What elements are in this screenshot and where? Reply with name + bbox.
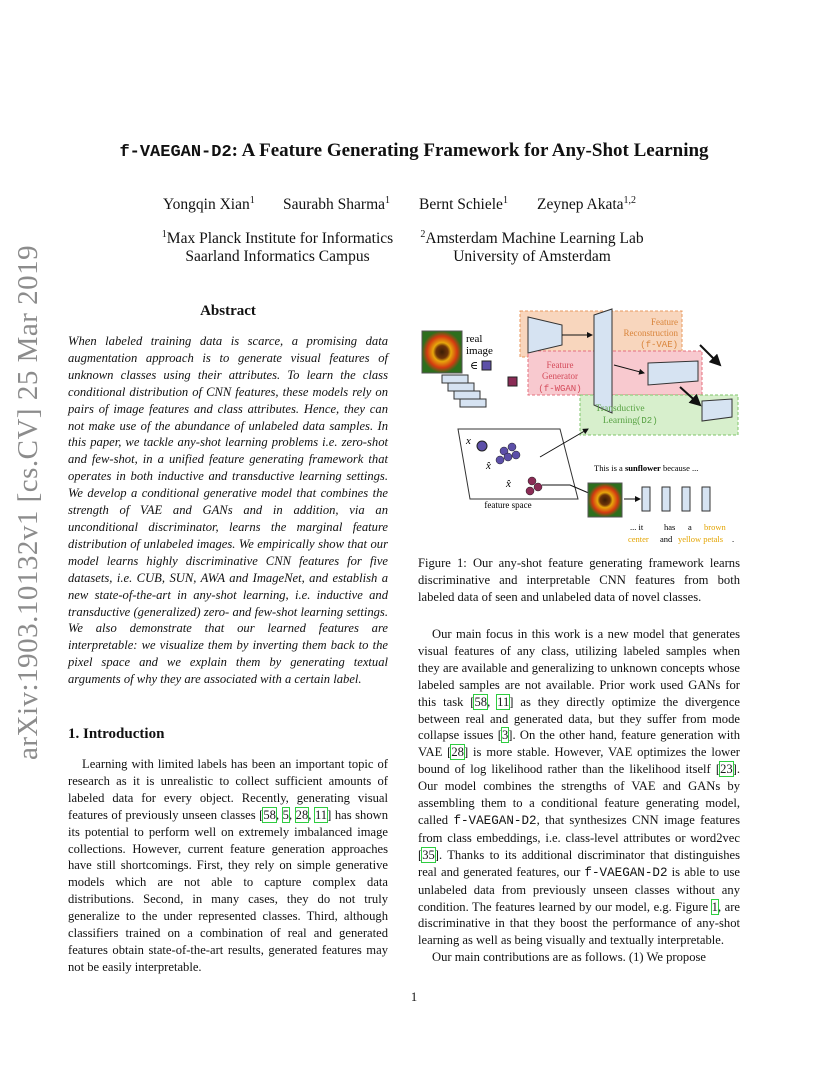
citation-link[interactable]: 11: [497, 694, 510, 709]
body-paragraph: Our main contributions are as follows. (1) We propose: [432, 950, 707, 964]
svg-text:feature space: feature space: [484, 500, 532, 510]
citation-link[interactable]: 58: [263, 807, 276, 822]
affiliation: $^1$Max Planck Institute for Informatics Saarland Informatics Campus: [161, 229, 394, 266]
explanation-sentence: This is a sunflower because ...: [594, 463, 699, 473]
feature-space-box: [458, 429, 578, 499]
author: Saurabh Sharma$^1$: [283, 195, 391, 214]
body-paragraph: Our main focus in this work is a new model that generates visual features of any class, utilizing labeled samples when they are available and generalizing to unknown concepts whose labeled samples are not available. Prior work used GANs for this task [58, 11] as they directly optimize the divergence between real and generated data, but they suffer from mode collapse issues [3]. On the other hand, feature generation with VAE [28] is more stable. However, VAE optimizes the lower bound of log likelihood rather than the likelihood itself [23]. Our model combines the strengths of VAE and GANs by assembling them to a conditional feature generating model, called f-VAEGAN-D2, that synthesizes CNN image features from class embeddings, i.e. class-level attributes or word2vec [35]. Thanks to its additional discriminator that distinguishes real and generated features, our f-VAEGAN-D2 is able to use unlabeled data from previously unseen classes without any condition. The features learned by our model, e.g. Figure 1, are discriminative in that they boost the performance of any-shot learning as well as being visually and textually interpretable.: [418, 627, 741, 948]
section-heading: 1. Introduction: [68, 726, 165, 742]
citation-link[interactable]: 35: [422, 847, 435, 862]
real-image-label: real image: [466, 333, 493, 357]
affiliation: $^2$Amsterdam Machine Learning Lab University of Amsterdam: [420, 229, 644, 266]
svg-text:(f-WGAN): (f-WGAN): [538, 384, 582, 394]
figure-1: [420, 305, 740, 545]
noise-square: [508, 377, 517, 386]
citation-link[interactable]: 58: [474, 694, 488, 709]
sunflower-output-image: [588, 483, 622, 517]
explanation-words-2: center and yellow petals .: [628, 534, 735, 544]
lstm-cells: [642, 487, 710, 511]
svg-text:x̂: x̂: [486, 460, 491, 472]
citation-link[interactable]: 28: [451, 745, 464, 760]
author: Bernt Schiele$^1$: [419, 195, 508, 214]
abstract-heading: Abstract: [200, 303, 256, 319]
figure-caption: Figure 1: Our any-shot feature generating framework learns discriminative and interpretable CNN features from both labeled data of seen and unlabeled data of novel classes.: [418, 556, 740, 604]
method-name: f-VAEGAN-D2: [584, 865, 668, 880]
svg-text:∈: ∈: [470, 360, 479, 372]
page-number: 1: [410, 990, 418, 1004]
svg-text:x̂: x̂: [506, 478, 511, 490]
reconstruction-label: Feature Reconstruction: [623, 317, 678, 338]
figure-link[interactable]: 1: [711, 899, 718, 914]
svg-text:(f-VAE): (f-VAE): [640, 340, 678, 350]
citation-link[interactable]: 11: [314, 807, 328, 822]
generator-label: Feature Generator: [542, 360, 578, 381]
arxiv-identifier: arXiv:1903.10132v1 [cs.CV] 25 Mar 2019: [12, 244, 44, 760]
svg-text:x: x: [466, 435, 471, 447]
transductive-label: Transductive Learning: [595, 404, 645, 426]
citation-link[interactable]: 28: [295, 807, 309, 822]
title-method-name: f-VAEGAN-D2: [119, 143, 232, 162]
discriminator-block: [648, 361, 698, 385]
attribute-square: [482, 361, 491, 370]
paper-title: [0, 140, 828, 162]
intro-paragraph: Learning with limited labels has been an important topic of research as it is unrealistic to collect sufficient amounts of labeled data for every object. Recently, generating visual features of previously unseen classes [58, 5, 28, 11] has shown its potential to perform well on extremely imbalanced image collections. However, current feature generation approaches have still shortcomings. First, they rely on simple generative models which are not able to capture complex data distributions. Second, in many cases, they do not truly generalize to the under represented classes. Third, although classifiers trained on a combination of real and generated features obtain state-of-the-art results, generated features may not be easily interpretable.: [68, 757, 389, 974]
author: Yongqin Xian$^1$: [163, 195, 255, 214]
citation-link[interactable]: 5: [282, 807, 289, 822]
svg-text:(D2): (D2): [636, 416, 658, 426]
d2-discriminator-block: [702, 399, 732, 421]
sunflower-input-image: [422, 331, 462, 373]
cnn-stack: [442, 375, 486, 407]
citation-link[interactable]: 23: [720, 762, 733, 777]
citation-link[interactable]: 3: [502, 728, 509, 743]
method-name: f-VAEGAN-D2: [453, 813, 537, 828]
abstract-text: When labeled training data is scarce, a promising data augmentation approach is to generate visual features of unknown classes using their attributes. To learn the class conditional distribution of CNN features, these models rely on pairs of image features and class attributes. Hence, they can not make use of the abundance of unlabeled data samples. In this paper, we tackle any-shot learning problems i.e. zero-shot and few-shot, in a unified feature generating framework that operates in both inductive and transductive learning settings. We develop a conditional generative model that combines the strength of VAE and GANs and in addition, via an unconditional discriminator, learns the marginal feature distribution of unlabeled images. We empirically show that our model learns highly discriminative CNN features for five datasets, i.e. CUB, SUN, AWA and ImageNet, and establish a new state-of-the-art in any-shot learning, i.e. inductive and transductive (generalized) zero- and few-shot learning settings. We also demonstrate that our learned features are interpretable: we visualize them by inverting them back to the pixel space and we explain them by generating textual arguments of why they are associated with a certain label.: [68, 334, 388, 687]
generator-block: [594, 309, 612, 413]
explanation-words-1: ... it has a brown: [630, 522, 726, 532]
title-text: : A Feature Generating Framework for Any-Shot Learning: [231, 140, 709, 161]
author: Zeynep Akata$^{1,2}$: [537, 195, 637, 214]
